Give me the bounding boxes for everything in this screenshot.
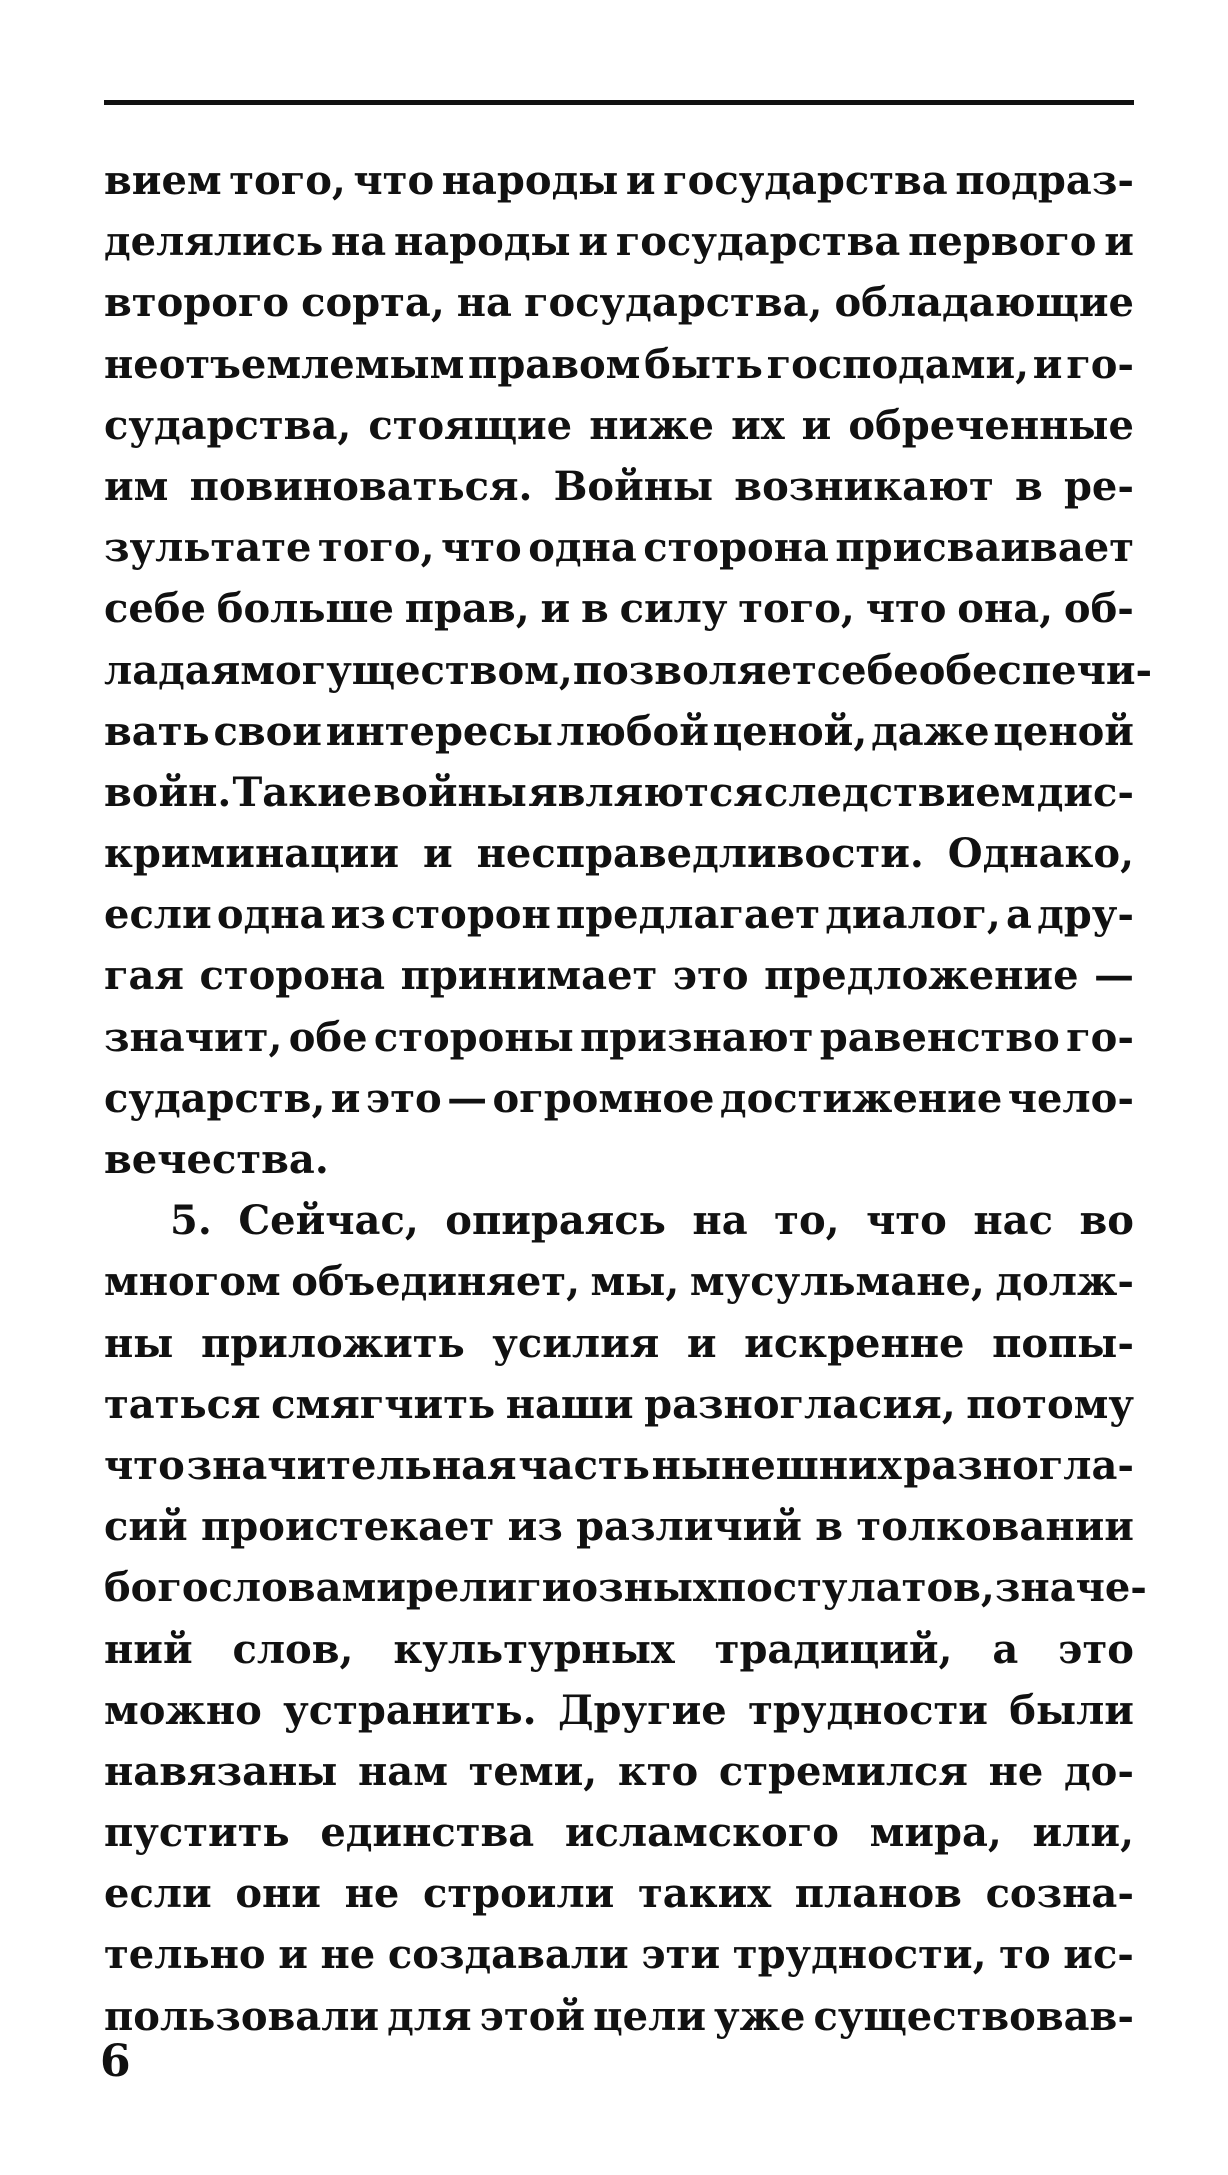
text-line: ладая могуществом, позволяет себе обеспечи- [104, 646, 1153, 694]
text-line: что значительная часть нынешних разногла- [104, 1441, 1134, 1489]
page-number: 6 [100, 2036, 131, 2087]
text-line: если одна из сторон предлагает диалог, а дру- [104, 891, 1134, 939]
header-rule [104, 100, 1134, 105]
text-line: значит, обе стороны признают равенство го- [104, 1013, 1134, 1061]
text-line: вием того, что народы и государства подраз- [104, 157, 1134, 204]
body-text [104, 150, 1153, 2047]
text-line: ны приложить усилия и искренне попы- [104, 1319, 1134, 1367]
text-line: вечества. [104, 1136, 329, 1183]
text-line: сударства, стоящие ниже их и обреченные [104, 401, 1134, 449]
text-line: навязаны нам теми, кто стремился не до- [104, 1747, 1134, 1795]
text-line: таться смягчить наши разногласия, потому [104, 1380, 1134, 1428]
text-line: если они не строили таких планов созна- [104, 1870, 1134, 1918]
text-line: им повиноваться. Войны возникают в ре- [104, 462, 1134, 510]
text-line: сударств, и это — огромное достижение чело- [104, 1074, 1134, 1122]
text-line: пользовали для этой цели уже существовав- [104, 1992, 1134, 2040]
text-line: сий проистекает из различий в толковании [104, 1503, 1134, 1551]
text-line: зультате того, что одна сторона присваивает [104, 524, 1134, 572]
text-line: второго сорта, на государства, обладающие [104, 279, 1134, 327]
text-line: 5. Сейчас, опираясь на то, что нас во [170, 1197, 1134, 1245]
text-line: вать свои интересы любой ценой, даже ценой [104, 707, 1134, 755]
text-line: можно устранить. Другие трудности были [104, 1686, 1134, 1734]
text-line: гая сторона принимает это предложение — [104, 952, 1134, 1000]
text-line: богословами религиозных постулатов, значе- [104, 1564, 1147, 1612]
text-line: многом объединяет, мы, мусульмане, долж- [104, 1258, 1134, 1306]
text-line: войн. Такие войны являются следствием дис- [104, 768, 1134, 816]
text-line: пустить единства исламского мира, или, [104, 1809, 1134, 1857]
text-line: ний слов, культурных традиций, а это [104, 1625, 1134, 1673]
text-line: делялись на народы и государства первого и [104, 218, 1134, 266]
text-line: криминации и несправедливости. Однако, [104, 830, 1134, 878]
text-line: себе больше прав, и в силу того, что она, об- [104, 585, 1134, 633]
text-line: неотъемлемым правом быть господами, и го- [104, 340, 1134, 388]
text-line: тельно и не создавали эти трудности, то ис- [104, 1931, 1134, 1979]
